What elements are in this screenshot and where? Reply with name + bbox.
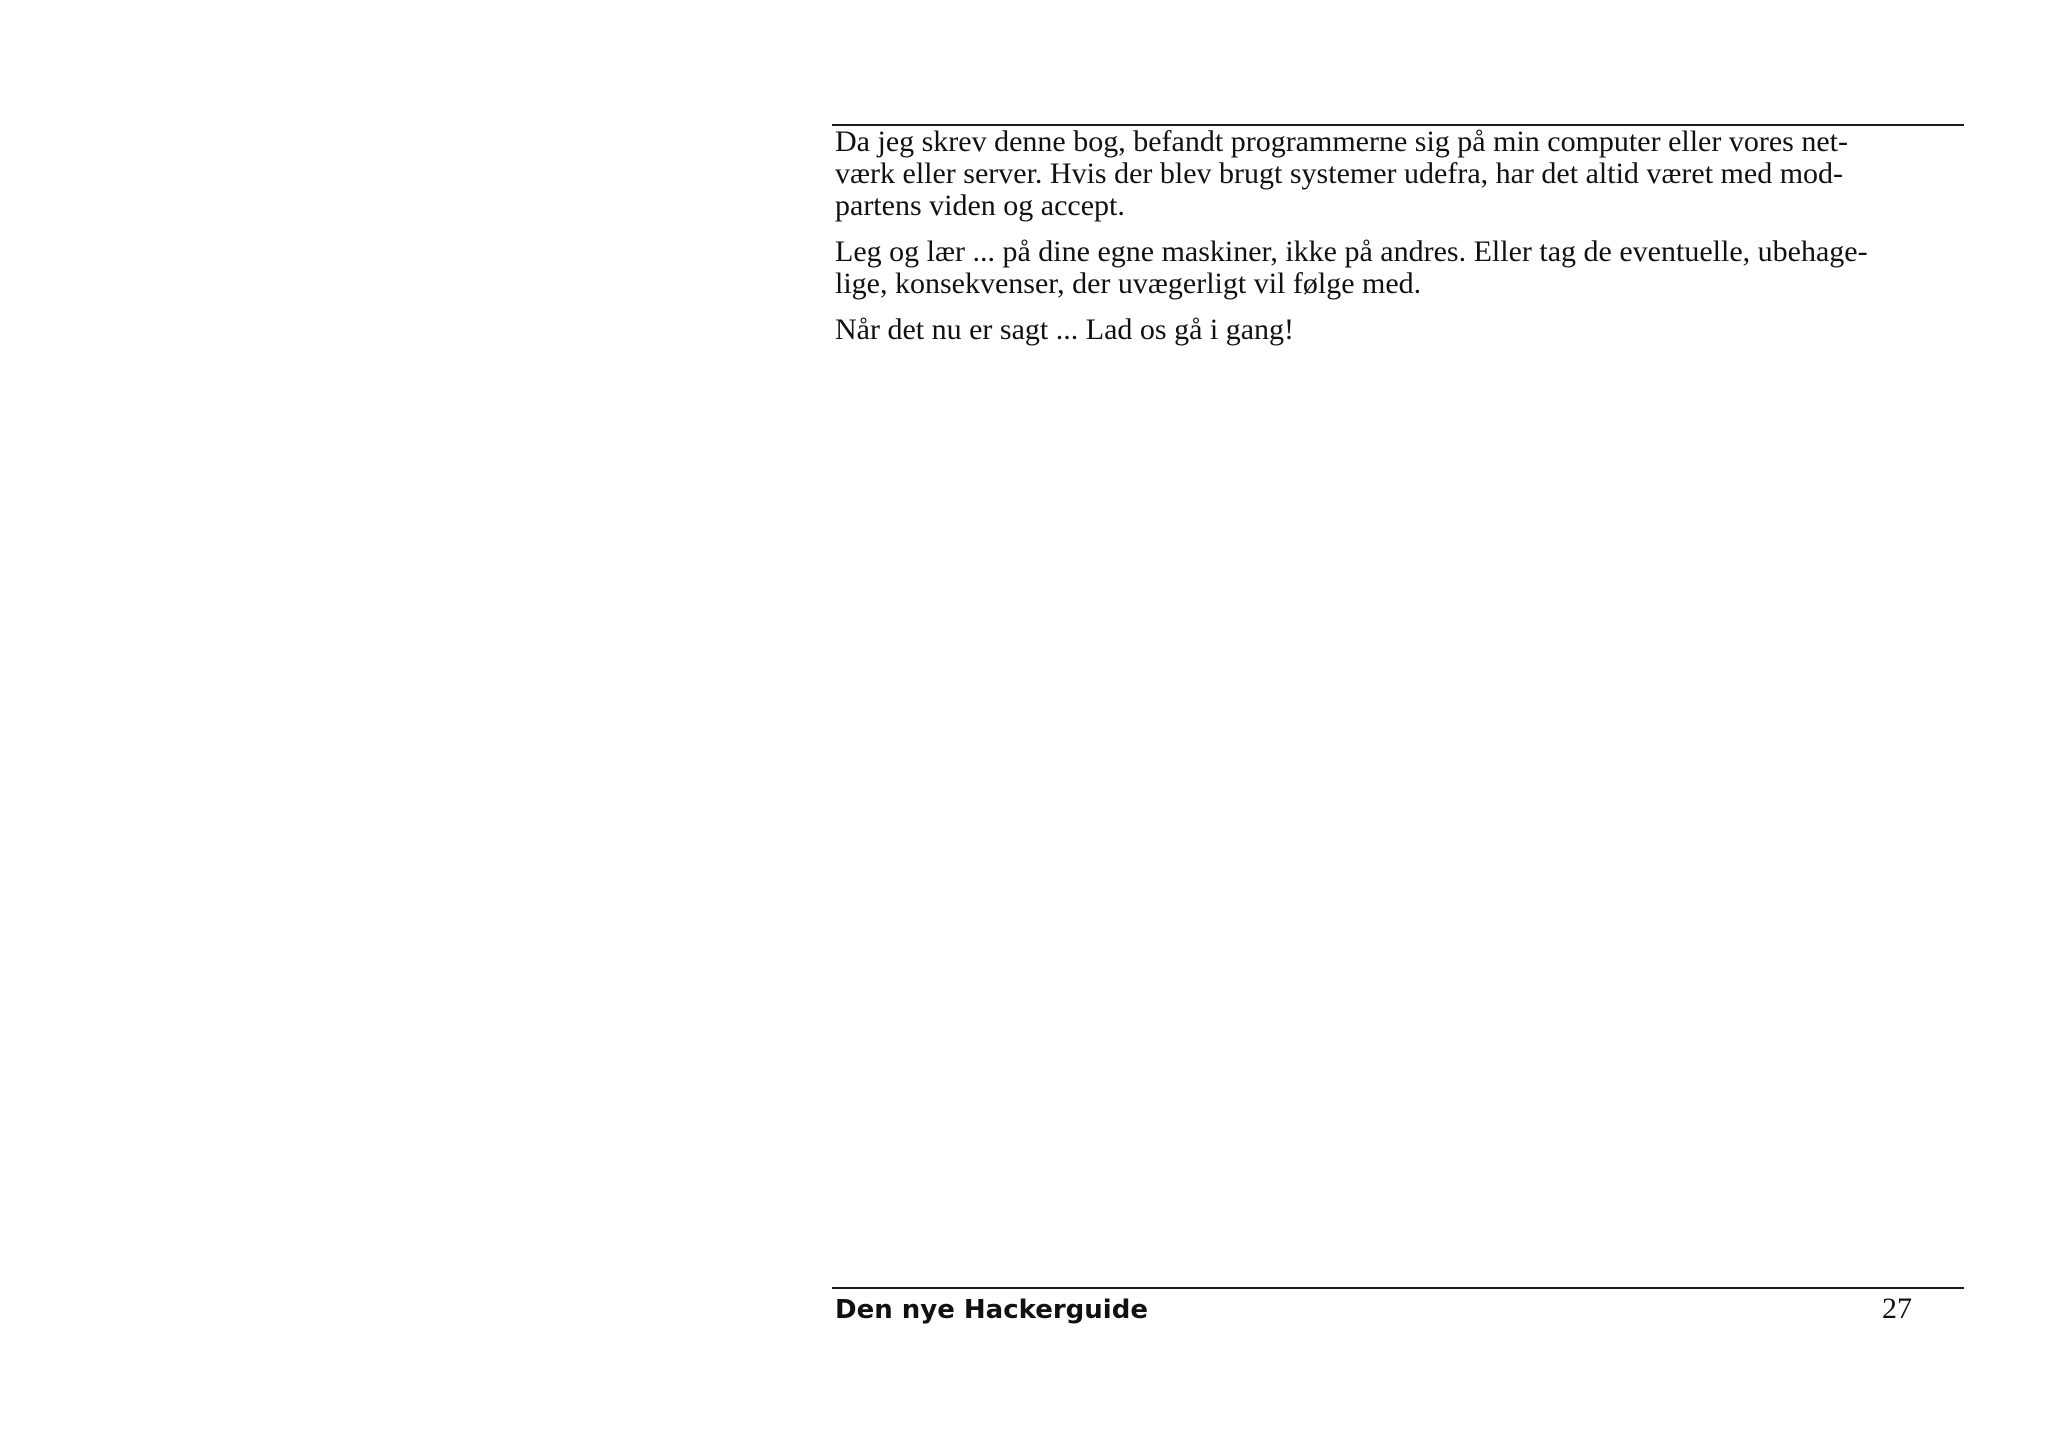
text-line: Når det nu er sagt ... Lad os gå i gang! bbox=[835, 313, 1295, 346]
text-line: Da jeg skrev denne bog, befandt programmerne sig på min computer eller vores net- bbox=[835, 125, 1848, 158]
text-line: lige, konsekvenser, der uvægerligt vil følge med. bbox=[835, 267, 1422, 300]
page-number: 27 bbox=[1882, 1292, 1912, 1325]
text-line: værk eller server. Hvis der blev brugt systemer udefra, har det altid været med mod- bbox=[835, 157, 1844, 190]
body-text bbox=[835, 126, 1955, 360]
paragraph-warning bbox=[835, 236, 1955, 300]
paragraph-closing bbox=[835, 314, 1955, 346]
paragraph-disclaimer bbox=[835, 126, 1955, 222]
text-line: partens viden og accept. bbox=[835, 189, 1125, 222]
text-line: Leg og lær ... på dine egne maskiner, ikke på andres. Eller tag de eventuelle, ubehage- bbox=[835, 235, 1868, 268]
footer-rule bbox=[832, 1287, 1964, 1289]
footer-book-title: Den nye Hackerguide bbox=[835, 1295, 1148, 1325]
